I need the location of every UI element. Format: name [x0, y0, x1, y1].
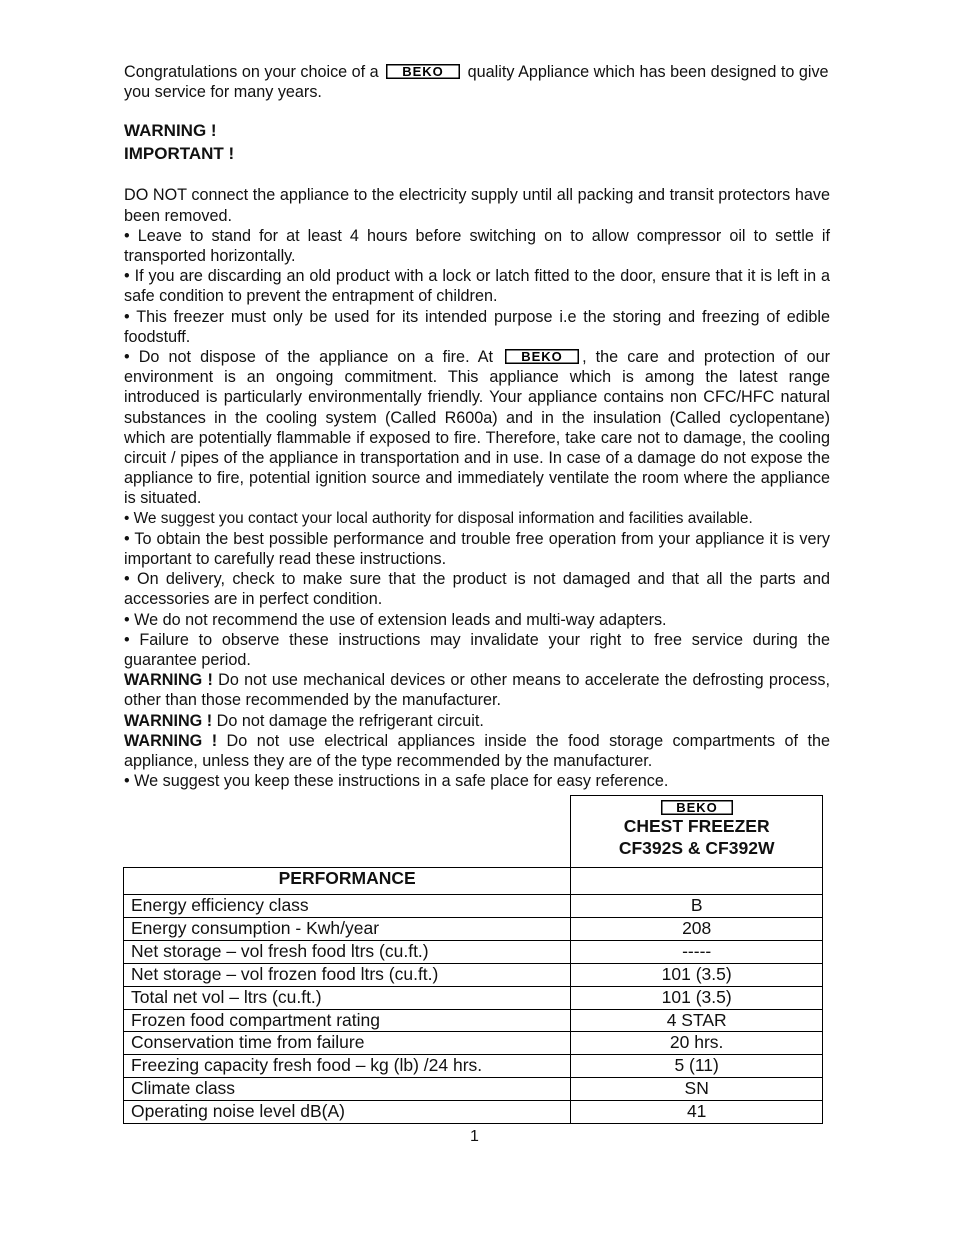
table-header-row	[124, 796, 823, 868]
beko-logo-icon	[571, 800, 822, 815]
warning-defrosting	[124, 670, 830, 710]
paragraph-lock: • If you are discarding an old product with a lock or latch fitted to the door, ensure that it is left in a safe condition to prevent the entrapment of children.	[124, 267, 830, 306]
spec-label: Energy efficiency class	[124, 895, 571, 918]
paragraph-keep-safe: • We suggest you keep these instructions in a safe place for easy reference.	[124, 772, 669, 791]
paragraph-packing: DO NOT connect the appliance to the electricity supply until all packing and transit protectors have been removed.	[124, 186, 830, 225]
warning-label: WARNING !	[124, 731, 218, 750]
table-row	[124, 917, 823, 940]
spec-label: Climate class	[124, 1078, 571, 1101]
intro-text-start: Congratulations on your choice of a	[124, 63, 379, 81]
spec-value: -----	[571, 940, 823, 963]
svg-text:BEKO: BEKO	[675, 800, 718, 815]
warning-label: WARNING !	[124, 711, 213, 730]
warning-text: Do not damage the refrigerant circuit.	[212, 711, 484, 730]
spec-label: Net storage – vol frozen food ltrs (cu.ft.)	[124, 963, 571, 986]
spec-value: 208	[571, 917, 823, 940]
spec-value: 101 (3.5)	[571, 963, 823, 986]
table-row	[124, 1032, 823, 1055]
paragraph-extension-leads: • We do not recommend the use of extension leads and multi-way adapters.	[124, 610, 667, 629]
table-row	[124, 1009, 823, 1032]
environment-text-end: , the care and protection of our environment is an ongoing commitment. This appliance which is among the latest range introduced is particularly environmentally friendly. Your appliance contains non CFC/HFC natural substances in the cooling system (Called R600a) and in the insulation (Called cyclopentane) which are potentially flammable if exposed to fire. Therefore, take care not to damage, the cooling circuit / pipes of the appliance in transportation and in use. In case of a damage do not expose the appliance to fire, potential ignition source and immediately ventilate the room where the appliance is situated.	[124, 348, 830, 508]
performance-section-row	[124, 868, 823, 895]
spec-value: SN	[571, 1078, 823, 1101]
beko-logo-icon	[386, 64, 460, 79]
paragraph-guarantee: • Failure to observe these instructions may invalidate your right to free service during the guarantee period.	[124, 630, 830, 670]
table-row	[124, 1055, 823, 1078]
spec-label: Energy consumption - Kwh/year	[124, 917, 571, 940]
spec-value: 5 (11)	[571, 1055, 823, 1078]
product-models: CF392S & CF392W	[618, 837, 775, 858]
table-empty-cell	[124, 796, 571, 868]
spec-value: 4 STAR	[571, 1009, 823, 1032]
svg-text:BEKO: BEKO	[521, 349, 563, 365]
spec-label: Net storage – vol fresh food ltrs (cu.ft.)	[124, 940, 571, 963]
paragraph-stand: • Leave to stand for at least 4 hours before switching on to allow compressor oil to settle if transported horizontally.	[124, 226, 830, 266]
warning-headings	[124, 120, 830, 165]
performance-label: PERFORMANCE	[124, 868, 571, 895]
spec-label: Conservation time from failure	[124, 1032, 571, 1055]
spec-label: Frozen food compartment rating	[124, 1009, 571, 1032]
warning-refrigerant	[124, 711, 830, 731]
paragraph-instructions: • To obtain the best possible performance and trouble free operation from your appliance it is very important to carefully read these instructions.	[124, 529, 830, 569]
spec-value: 20 hrs.	[571, 1032, 823, 1055]
spec-value: B	[571, 895, 823, 918]
product-header-cell	[571, 796, 823, 868]
performance-empty-cell	[571, 868, 823, 895]
page-number: 1	[470, 1128, 479, 1145]
paragraph-disposal: • We suggest you contact your local authority for disposal information and facilities available.	[124, 509, 753, 527]
warning-text: Do not use mechanical devices or other means to accelerate the defrosting process, other than those recommended by the manufacturer.	[124, 671, 830, 710]
warning-text: Do not use electrical appliances inside the food storage compartments of the appliance, unless they are of the type recommended by the manufacturer.	[124, 731, 831, 771]
spec-label: Total net vol – ltrs (cu.ft.)	[124, 986, 571, 1009]
warning-heading: WARNING !	[124, 121, 217, 141]
table-row	[124, 1078, 823, 1101]
intro-paragraph	[124, 62, 830, 102]
table-row	[124, 986, 823, 1009]
warning-electrical	[124, 731, 830, 771]
intro-text-end: quality Appliance which has been designed to give you service for many years.	[124, 63, 829, 102]
paragraph-delivery: • On delivery, check to make sure that the product is not damaged and that all the parts and accessories are in perfect condition.	[124, 570, 830, 609]
product-title: CHEST FREEZER	[623, 816, 770, 836]
svg-text:BEKO: BEKO	[402, 64, 444, 79]
table-row	[124, 895, 823, 918]
spec-rows	[124, 895, 823, 1124]
beko-logo-icon	[505, 349, 579, 364]
table-row	[124, 963, 823, 986]
environment-text-start: • Do not dispose of the appliance on a fire. At	[124, 348, 494, 367]
paragraph-purpose: • This freezer must only be used for its intended purpose i.e the storing and freezing of edible foodstuff.	[124, 307, 830, 346]
spec-label: Operating noise level dB(A)	[124, 1101, 571, 1124]
table-row	[124, 1101, 823, 1124]
spec-label: Freezing capacity fresh food – kg (lb) /24 hrs.	[124, 1055, 571, 1078]
spec-value: 101 (3.5)	[571, 986, 823, 1009]
specification-table	[123, 795, 823, 1124]
warning-label: WARNING !	[124, 671, 213, 690]
important-heading: IMPORTANT !	[124, 143, 235, 163]
document-body	[124, 62, 830, 792]
paragraph-environment	[124, 347, 830, 509]
table-row	[124, 940, 823, 963]
spec-value: 41	[571, 1101, 823, 1124]
